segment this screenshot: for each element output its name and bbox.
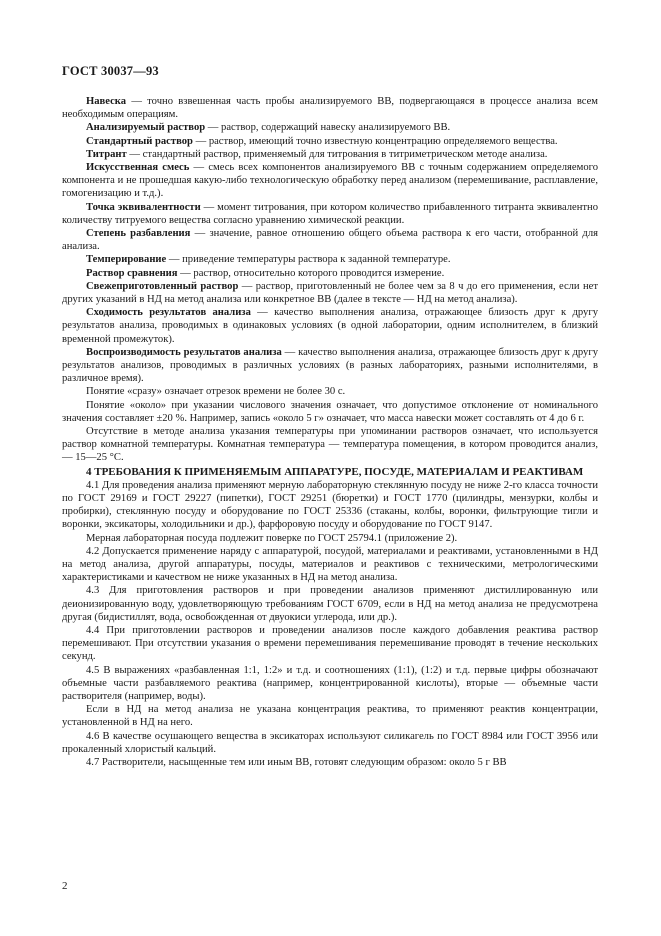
note-paragraph: Понятие «около» при указании числового значения означает, что допустимое отклонение от номинального значения составляет ±20 %. Например, запись «около 5 г» означает, что масса навески может составлять от 4 до 6 г. bbox=[62, 399, 598, 424]
section-paragraph: 4.2 Допускается применение наряду с аппаратурой, посудой, материалами и реактивами, установленными в НД на метод анализа, другой аппаратуры, посуды, материалов и реактивов с техническими, метрологическими характеристиками и качеством не ниже указанных в НД на метод анализа. bbox=[62, 545, 598, 584]
definition-term: Искусственная смесь bbox=[86, 162, 190, 174]
definition-text: — раствор, приготовленный не более чем за 8 ч до его применения, если нет других указаний в НД на метод анализа или конкретное ВВ (далее в тексте — НД на метод анализа). bbox=[62, 280, 598, 306]
definition-text: — момент титрования, при котором количество прибавленного титранта эквивалентно количеству титруемого вещества согласно уравнению химической реакции. bbox=[62, 201, 598, 226]
definition-term: Воспроизводимость результатов анализа bbox=[86, 346, 282, 358]
definition-term: Анализируемый раствор bbox=[86, 122, 206, 134]
definition-paragraph bbox=[62, 280, 598, 306]
definition-term: Раствор сравнения bbox=[86, 267, 178, 279]
definition-paragraph bbox=[62, 95, 598, 121]
definition-text: — точно взвешенная часть пробы анализируемого ВВ, подвергающаяся в процессе анализа всем необходимым операциям. bbox=[62, 96, 598, 121]
definition-paragraph bbox=[62, 306, 598, 346]
definition-text: — качество выполнения анализа, отражающее близость друг к другу результатов анализа, проводимых в одинаковых условиях (в одной лаборатории, одним исполнителем, в близкий временной промежуток). bbox=[62, 307, 599, 345]
definition-term: Степень разбавления bbox=[86, 228, 191, 240]
section-paragraph: Если в НД на метод анализа не указана концентрация реактива, то применяют реактив концентрации, установленной в НД на него. bbox=[62, 704, 598, 729]
definition-text: — значение, равное отношению общего объема раствора к его части, отобранной для анализа. bbox=[62, 228, 598, 253]
definition-term: Навеска bbox=[86, 96, 127, 107]
definition-term: Свежеприготовленный раствор bbox=[86, 280, 239, 292]
definition-paragraph bbox=[62, 201, 598, 227]
section-title: 4 ТРЕБОВАНИЯ К ПРИМЕНЯЕМЫМ АППАРАТУРЕ, ПОСУДЕ, МАТЕРИАЛАМ И РЕАКТИВАМ bbox=[86, 465, 584, 478]
section-paragraph: 4.4 При приготовлении растворов и проведении анализов после каждого добавления реактива раствор перемешивают. При отсутствии указания о времени перемешивания перемешивание проводят в течение нескольких секунд. bbox=[62, 624, 598, 663]
definition-paragraph bbox=[62, 135, 598, 148]
definition-text: — смесь всех компонентов анализируемого ВВ с точным содержанием определяемого компонента и не прошедшая какую-либо технологическую обработку перед анализом (перемешивание, расплавление, гомогенизацию и т.д.). bbox=[62, 162, 599, 200]
section-paragraph: 4.7 Растворители, насыщенные тем или иным ВВ, готовят следующим образом: около 5 г ВВ bbox=[86, 756, 507, 768]
definition-paragraph bbox=[62, 161, 598, 201]
definition-text: — раствор, содержащий навеску анализируемого ВВ. bbox=[205, 122, 451, 134]
section-paragraph: Мерная лабораторная посуда подлежит поверке по ГОСТ 25794.1 (приложение 2). bbox=[86, 532, 458, 544]
definition-paragraph bbox=[62, 227, 598, 253]
definition-text: — стандартный раствор, применяемый для титрования в титриметрическом методе анализа. bbox=[126, 148, 548, 160]
definition-term: Темперирование bbox=[86, 254, 167, 266]
definition-term: Сходимость результатов анализа bbox=[86, 307, 251, 319]
definition-paragraph bbox=[62, 346, 598, 386]
section-paragraph: 4.1 Для проведения анализа применяют мерную лабораторную стеклянную посуду не ниже 2-го класса точности по ГОСТ 29169 и ГОСТ 29227 (пипетки), ГОСТ 29251 (бюретки) и ГОСТ 1770 (цилиндры, мензурки, колбы и пробирки), стеклянную посуду и оборудование по ГОСТ 25336 (стаканы, колбы, воронки, фильтрующие тигли и воронки, эксикаторы, холодильники и др.), фарфоровую посуду и оборудование по ГОСТ 9147. bbox=[62, 479, 598, 531]
definition-term: Титрант bbox=[86, 148, 127, 160]
document-header: ГОСТ 30037—93 bbox=[62, 64, 159, 78]
note-paragraph: Понятие «сразу» означает отрезок времени не более 30 с. bbox=[86, 386, 346, 398]
definition-paragraph bbox=[62, 148, 598, 161]
page-number: 2 bbox=[62, 880, 68, 892]
document-body bbox=[62, 95, 598, 769]
definition-text: — качество выполнения анализа, отражающее близость друг к другу результатов анализов, проводимых в различных условиях (в разных лабораториях, разными исполнителями, в различное время). bbox=[62, 346, 598, 385]
definition-paragraph bbox=[62, 253, 598, 266]
definition-text: — раствор, имеющий точно известную концентрацию определяемого вещества. bbox=[192, 135, 558, 147]
section-paragraph: 4.6 В качестве осушающего вещества в эксикаторах используют силикагель по ГОСТ 8984 или ГОСТ 3956 или прокаленный хлористый кальций. bbox=[62, 730, 598, 755]
definition-paragraph bbox=[62, 121, 598, 134]
definition-text: — раствор, относительно которого проводится измерение. bbox=[177, 267, 445, 279]
definition-paragraph bbox=[62, 267, 598, 280]
section-paragraph: 4.3 Для приготовления растворов и при проведении анализов применяют дистиллированную или деионизированную воду, удовлетворяющую требованиям ГОСТ 6709, если в НД на метод анализа не предусмотрена другая (бидистиллят, вода, освобожденная от двуокиси углерода, или др.). bbox=[62, 585, 598, 623]
section-paragraph: 4.5 В выражениях «разбавленная 1:1, 1:2» и т.д. и соотношениях (1:1), (1:2) и т.д. первые цифры обозначают объемные части разбавляемого реактива (например, концентрированной кислоты), вторые — объемные части растворителя (например, воды). bbox=[62, 664, 598, 702]
definition-text: — приведение температуры раствора к заданной температуре. bbox=[166, 254, 451, 266]
definition-term: Стандартный раствор bbox=[86, 135, 193, 147]
note-paragraph: Отсутствие в методе анализа указания температуры при упоминании растворов означает, что используется раствор комнатной температуры. Комнатная температура — температура помещения, в котором проводится анализ, — 15—25 °С. bbox=[62, 426, 598, 464]
definition-term: Точка эквивалентности bbox=[86, 201, 201, 213]
